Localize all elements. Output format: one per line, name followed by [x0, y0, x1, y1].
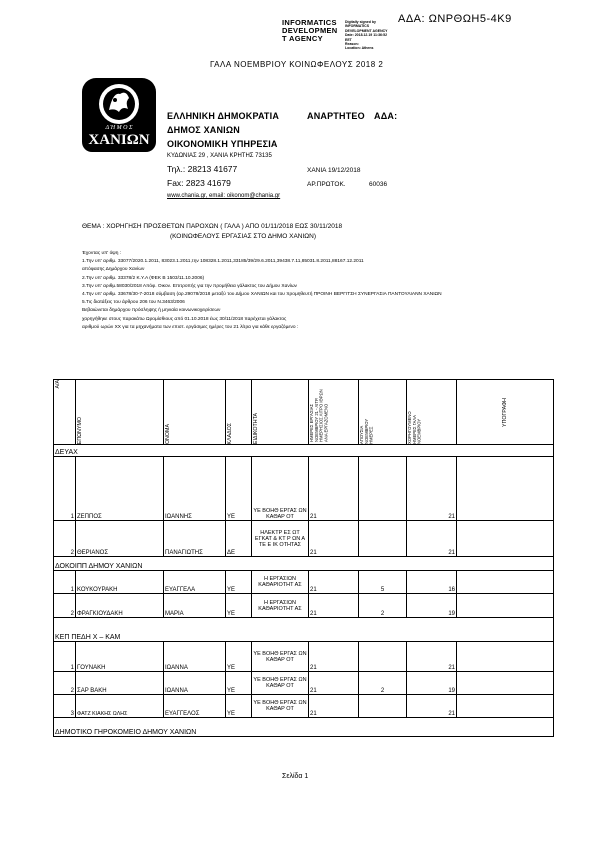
body-line: 3.Την υπ' αριθμ.58030/2018 Απόφ. Οικον. Επιτροπής για την προμήθεια γάλακτος του Δήμου Χανίων [82, 283, 297, 289]
header-protocol-label: ΑΡ.ΠΡΩΤΟΚ. [307, 181, 346, 188]
ada-code: ΑΔΑ: ΩΝΡΘΩΗ5-4Κ9 [398, 13, 512, 25]
col-header-workdays: ΗΜΕΡΕΣ ΕΡΓΑΣΙΑΣ ΝΟΕΜΒΡΙΟΥ 21 - ΛΙΤΡ. ΗΜΕΡΗΣΙΟΣ ΛΙΤΡΟ ΙΘΡΩΝ ΑΝΑ ΕΡΓΑΖΟΜΕΝΟ [309, 380, 359, 445]
table-row: 2 ΘΕΡΙΑΝΟΣ ΠΑΝΑΓΙΩΤΗΣ ΔΕ ΗΛΕΚΤΡ ΕΣ ΩΤ ΕΓΚΑΤ & ΚΤ Ρ ΩΝ Α ΤΕ Ε ΙΚ ΟΤΗΤΑΣ 21 21 [54, 521, 554, 557]
col-header-absence: ΑΠΟΥΣΙΑ ΝΟΕΜΒΡΙΟΥ ΗΜΕΡΕΣ [359, 380, 407, 445]
section-row: ΔΕΥΑΧ [54, 445, 554, 457]
signature-stamp-left [282, 19, 338, 43]
table-row: 1 ΓΟΥΝΑΚΗ ΙΩΑΝΝΑ ΥΕ ΥΕ ΒΟΗΘ ΕΡΓΑΣ ΩΝ ΚΑΘΑΡ ΟΤ 21 21 [54, 642, 554, 672]
body-line: 4.Την υπ' αριθμ. 33678/30-7-2018 σύμβαση (αρ.29078/2018 μεταξύ του Δήμου ΧΑΝΙΩΝ και του προμηθευτή ΠΡΟΙΝΗ ΒΕΡΓΙΤΣΗ ΣΥΝΕΡΓΑΣΙΑ ΠΑΝΤΟΥΛΙΑΝΝ ΧΑΝΙΩΝ [82, 292, 442, 298]
stamp-line: DEVELOPMEN [282, 26, 338, 35]
stamp-line: T AGENCY [282, 34, 323, 43]
document-top-title: ΓΑΛΑ ΝΟΕΜΒΡΙΟΥ ΚΟΙΝΩΦΕΛΟΥΣ 2018 2 [210, 60, 384, 69]
page-number: Σελίδα 1 [282, 773, 309, 780]
table-row: 2 ΣΑΡ ΒΑΚΗ ΙΩΑΝΝΑ ΥΕ ΥΕ ΒΟΗΘ ΕΡΓΑΣ ΩΝ ΚΑΘΑΡ ΟΤ 21 2 19 [54, 672, 554, 695]
header-posted: ΑΝΑΡΤΗΤΕΟ [307, 111, 365, 121]
body-text [82, 250, 552, 332]
stamp-line: EET [345, 37, 352, 42]
body-line: 5.Τις διατάξεις του άρθρου 206 του Ν.3463/2006 [82, 300, 185, 306]
municipality-logo [82, 78, 156, 152]
col-header-signature: ΥΠΟΓΡΑΦΗ [457, 380, 554, 445]
stamp-line: INFORMATICS [282, 18, 337, 27]
logo-main-text: ΧΑΝΙΩΝ [88, 132, 150, 148]
stamp-line: Reason: [345, 42, 359, 47]
table-row: 1 ΖΕΠΠΟΣ ΙΩΑΝΝΗΣ ΥΕ ΥΕ ΒΟΗΘ ΕΡΓΑΣ ΩΝ ΚΑΘΑΡ ΟΤ 21 21 [54, 457, 554, 521]
header-tel: Τηλ.: 28213 41677 [167, 164, 238, 174]
body-line: Βεβαιώνεται δημάρχου πρόσληψης ή μηνιαία κοινωνικοχειρίσεων [82, 308, 221, 314]
col-header-aa: Α/Α [54, 380, 76, 445]
body-line: αριθμού ωρών ΧΧ για τα μηχανήματα των επιστ. εργάσιμες ημέρες του 21 λίτρα για κάθε εργαζόμενο : [82, 324, 299, 330]
header-municipality: ΔΗΜΟΣ ΧΑΝΙΩΝ [167, 125, 240, 135]
logo-top-text: Δ Ή Μ Ο Σ [105, 125, 133, 131]
body-line: 2.Την υπ' αριθμ. 33378/2 Κ.Υ.Α (ΦΕΚ Β 1503/11.10.2006) [82, 275, 205, 281]
col-header-given: ΧΟΡΗΓΟΥΜΕΝΟ ΗΜΕΡΕΣ ΓΑΛΑ ΝΟΕΜΒΡΙΟΥ [407, 380, 457, 445]
section-row: ΚΕΠ ΠΕΔΗ Χ – ΚΑΜ [54, 618, 554, 642]
header-republic: ΕΛΛΗΝΙΚΗ ΔΗΜΟΚΡΑΤΙΑ [167, 111, 280, 121]
body-line: χορηγήθηκε στους παρακάτω Ωρομίσθιους από 01.10.2018 έως 30/11/2018 παρέχεται γάλακτος [82, 316, 287, 322]
table-row: 3 ΦΑΤΖ ΚΙΑΚΗΣ ΩΛΗΣ ΕΥΑΓΓΕΛΟΣ ΥΕ ΥΕ ΒΟΗΘ ΕΡΓΑΣ ΩΝ ΚΑΘΑΡ ΟΤ 21 21 [54, 695, 554, 718]
header-web-email[interactable]: www.chania.gr, email: oikonom@chania.gr [167, 193, 281, 199]
table-row: 2 ΦΡΑΓΚΙΟΥΔΑΚΗ ΜΑΡΙΑ ΥΕ Η ΕΡΓΑΣΙΩΝ ΚΑΘΑΡΙΟΤΗΤ ΑΣ 21 2 19 [54, 594, 554, 618]
subject [82, 222, 342, 241]
table-header-row [54, 380, 554, 445]
header-date: ΧΑΝΙΑ 19/12/2018 [307, 167, 361, 174]
header-department: ΟΙΚΟΝΟΜΙΚΗ ΥΠΗΡΕΣΙΑ [167, 139, 278, 149]
stamp-line: Digitally signed by [345, 20, 376, 24]
subject-line-1: ΘΕΜΑ : ΧΟΡΗΓΗΣΗ ΠΡΟΣΘΕΤΩΝ ΠΑΡΟΧΩΝ ( ΓΑΛΑ ) ΑΠΟ 01/11/2018 ΕΩΣ 30/11/2018 [82, 223, 343, 230]
stamp-line: DEVELOPMENT AGENCY [345, 28, 388, 33]
subject-line-2: (ΚΟΙΝΩΦΕΛΟΥΣ ΕΡΓΑΣΙΑΣ ΣΤΟ ΔΗΜΟ ΧΑΝΙΩΝ) [170, 232, 316, 240]
stamp-line: INFORMATICS [345, 24, 370, 29]
table-row: 1 ΚΟΥΚΟΥΡΑΚΗ ΕΥΑΓΓΕΛΑ ΥΕ Η ΕΡΓΑΣΙΩΝ ΚΑΘΑΡΙΟΤΗΤ ΑΣ 21 5 16 [54, 571, 554, 594]
col-header-branch: ΚΛΑΔΟΣ [226, 380, 252, 445]
stamp-line: Location: Athens [345, 46, 374, 51]
body-line: 1.Την υπ' αριθμ. 33077/2020.1.2011, 83023.1.2011,την 108328.1.2011,33185/39/29.6.2011,39438.7.11,85031.8.2011,88167.12.2011 [82, 259, 364, 265]
header-protocol-number: 60036 [369, 181, 388, 188]
milk-allowance-table [53, 379, 554, 737]
header-address: ΚΥΔΩΝΙΑΣ 29 , ΧΑΝΙΑ ΚΡΗΤΗΣ 73135 [167, 153, 272, 159]
body-line: Έχοντας υπ' όψη : [82, 251, 122, 256]
body-line: απόφασης Δημάρχου Χανίων [82, 267, 145, 273]
header-fax: Fax: 2823 41679 [167, 178, 231, 188]
section-row: ΔΟΚΟΙΠΠ ΔΗΜΟΥ ΧΑΝΙΩΝ [54, 557, 554, 571]
stamp-line: Date: 2018.12.19 11:36:52 [345, 33, 388, 38]
signature-stamp-right [345, 20, 387, 51]
col-header-name: ΟΝΟΜΑ [164, 380, 226, 445]
section-row: ΔΗΜΟΤΙΚΟ ΓΗΡΟΚΟΜΕΙΟ ΔΗΜΟΥ ΧΑΝΙΩΝ [54, 718, 554, 737]
header-ada-label: ΑΔΑ: [374, 111, 398, 121]
col-header-surname: ΕΠΩΝΥΜΟ [76, 380, 164, 445]
col-header-specialty: ΕΙΔΙΚΟΤΗΤΑ [252, 380, 309, 445]
